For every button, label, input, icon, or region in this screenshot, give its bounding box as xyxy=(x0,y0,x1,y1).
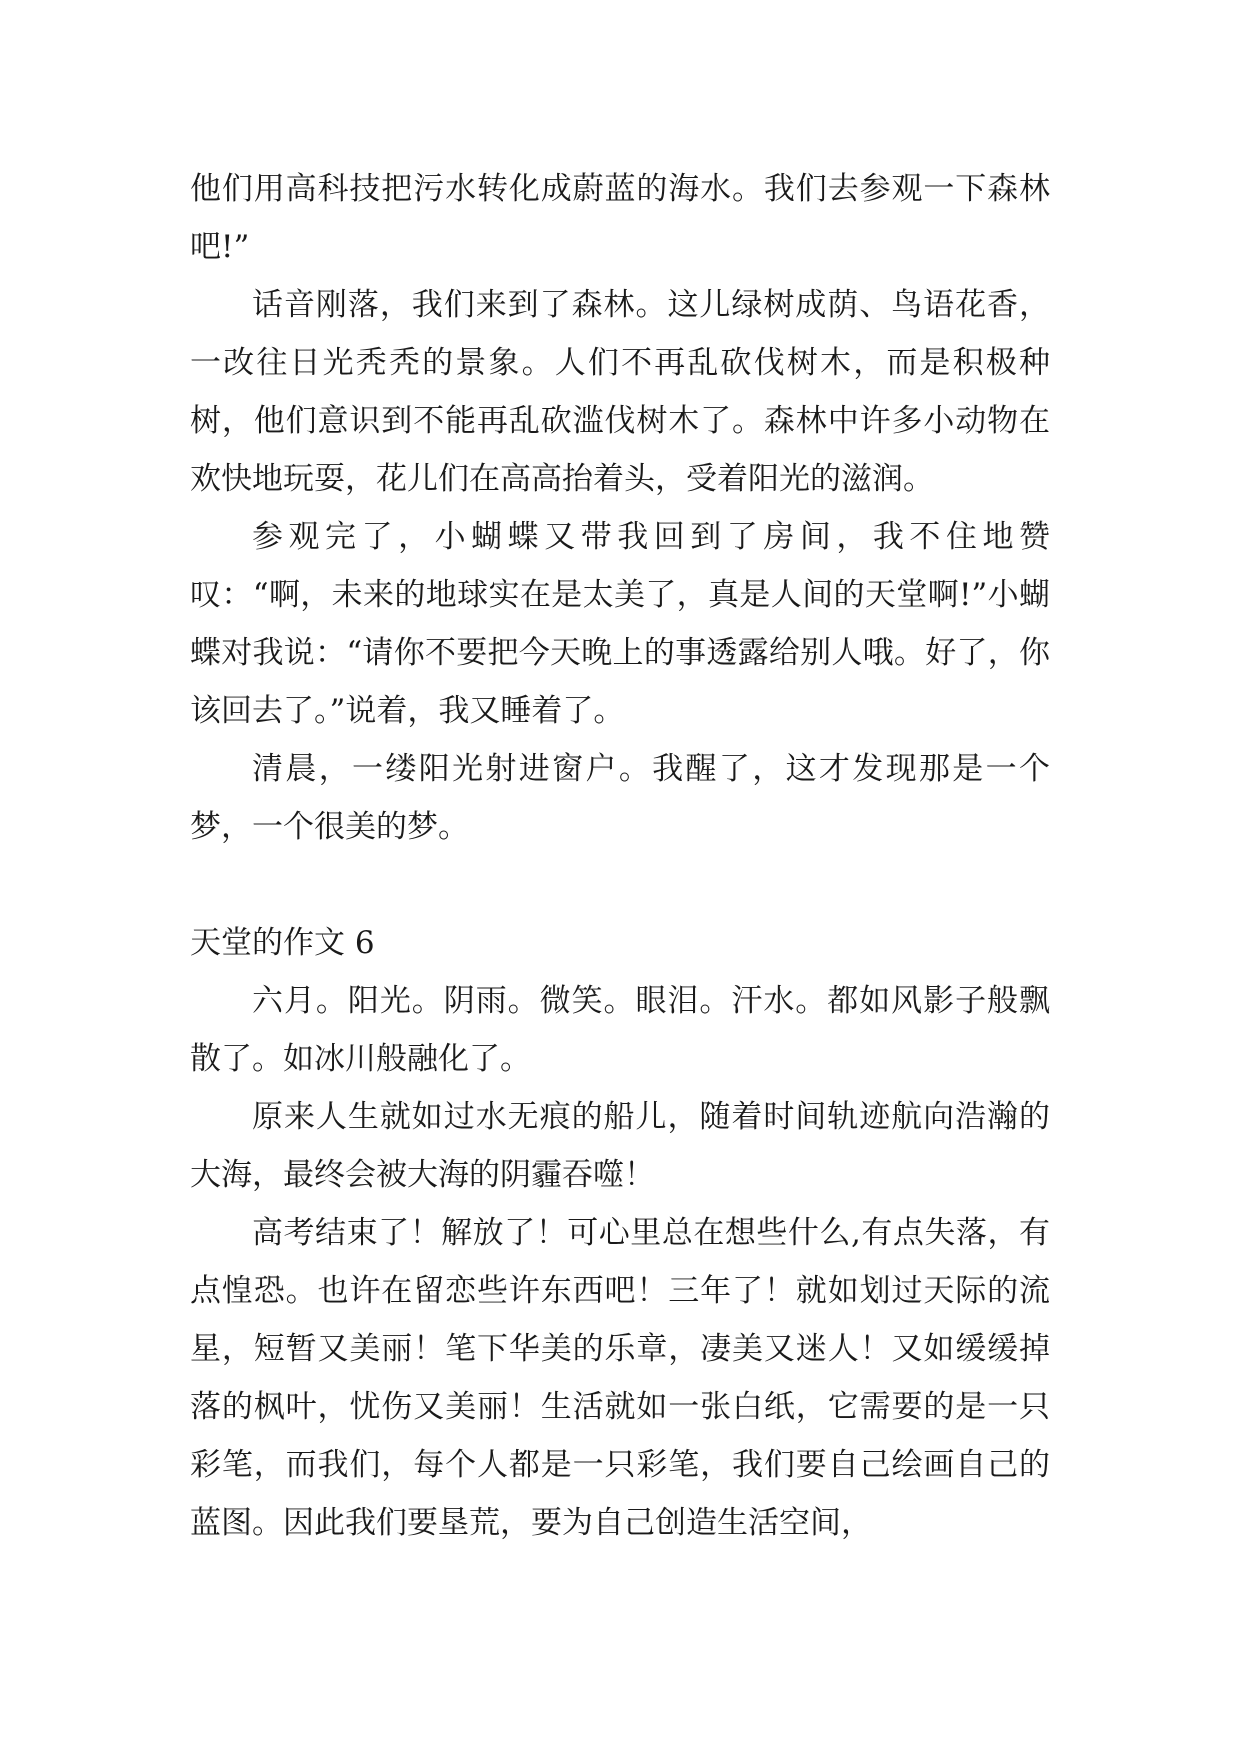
paragraph: 高考结束了！解放了！可心里总在想些什么,有点失落，有点惶恐。也许在留恋些许东西吧！三年了！就如划过天际的流星，短暂又美丽！笔下华美的乐章，凄美又迷人！又如缓缓掉落的枫叶，忧伤又美丽！生活就如一张白纸，它需要的是一只彩笔，而我们，每个人都是一只彩笔，我们要自己绘画自己的蓝图。因此我们要垦荒，要为自己创造生活空间， xyxy=(190,1215,1050,1541)
paragraph: 清晨，一缕阳光射进窗户。我醒了，这才发现那是一个梦，一个很美的梦。 xyxy=(190,751,1050,845)
paragraph: 六月。阳光。阴雨。微笑。眼泪。汗水。都如风影子般飘散了。如冰川般融化了。 xyxy=(190,983,1050,1077)
paragraph: 原来人生就如过水无痕的船儿，随着时间轨迹航向浩瀚的大海，最终会被大海的阴霾吞噬！ xyxy=(190,1099,1050,1193)
paragraph: 参观完了，小蝴蝶又带我回到了房间，我不住地赞叹：“啊，未来的地球实在是太美了，真是人间的天堂啊!”小蝴蝶对我说：“请你不要把今天晚上的事透露给别人哦。好了，你该回去了。”说着，我又睡着了。 xyxy=(190,519,1050,729)
paragraph: 他们用高科技把污水转化成蔚蓝的海水。我们去参观一下森林吧!” xyxy=(190,171,1050,265)
document-body xyxy=(190,160,1050,1552)
paragraph: 话音刚落，我们来到了森林。这儿绿树成荫、鸟语花香，一改往日光秃秃的景象。人们不再乱砍伐树木，而是积极种树，他们意识到不能再乱砍滥伐树木了。森林中许多小动物在欢快地玩耍，花儿们在高高抬着头，受着阳光的滋润。 xyxy=(190,287,1050,497)
section-title: 天堂的作文 6 xyxy=(190,925,375,961)
